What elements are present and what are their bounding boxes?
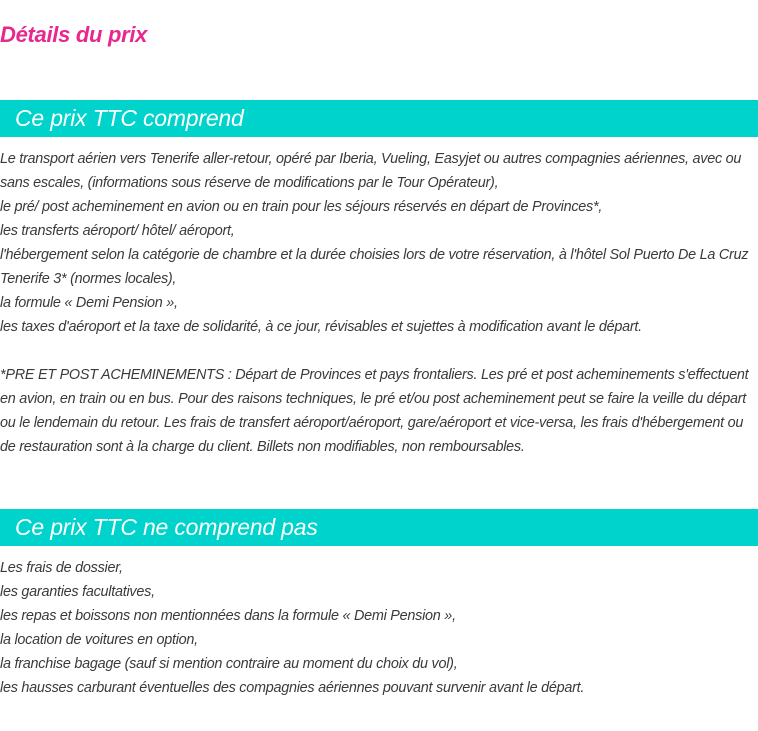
included-item: les taxes d'aéroport et la taxe de solidarité, à ce jour, révisables et sujettes à modification avant le départ. <box>0 319 642 335</box>
included-item: la formule « Demi Pension », <box>0 295 178 311</box>
included-section-header: Ce prix TTC comprend <box>0 100 758 137</box>
page-title: Détails du prix <box>0 22 148 47</box>
excluded-item: les repas et boissons non mentionnées dans la formule « Demi Pension », <box>0 608 456 624</box>
included-item: Le transport aérien vers Tenerife aller-retour, opéré par Iberia, Vueling, Easyjet ou autres compagnies aériennes, avec ou sans escales, (informations sous réserve de modifications par le Tour Opérateur), <box>0 151 742 191</box>
excluded-item: les garanties facultatives, <box>0 584 155 600</box>
excluded-list <box>0 556 758 700</box>
transfer-note-text: *PRE ET POST ACHEMINEMENTS : Départ de Provinces et pays frontaliers. Les pré et post acheminements s'effectuent en avion, en train ou en bus. Pour des raisons techniques, le pré et/ou post acheminement peut se faire la veille du départ ou le lendemain du retour. Les frais de transfert aéroport/aéroport, gare/aéroport et vice-versa, les frais d'hébergement ou de restauration sont à la charge du client. Billets non modifiables, non remboursables. <box>0 367 749 455</box>
included-item: les transferts aéroport/ hôtel/ aéroport, <box>0 223 235 239</box>
included-item: l'hébergement selon la catégorie de chambre et la durée choisies lors de votre réservation, à l'hôtel Sol Puerto De La Cruz Tenerife 3* (normes locales), <box>0 247 749 287</box>
transfer-note <box>0 363 758 459</box>
included-list <box>0 147 758 339</box>
excluded-item: la franchise bagage (sauf si mention contraire au moment du choix du vol), <box>0 656 458 672</box>
excluded-item: les hausses carburant éventuelles des compagnies aériennes pouvant survenir avant le départ. <box>0 680 585 696</box>
excluded-item: Les frais de dossier, <box>0 560 123 576</box>
excluded-item: la location de voitures en option, <box>0 632 198 648</box>
included-item: le pré/ post acheminement en avion ou en train pour les séjours réservés en départ de Provinces*, <box>0 199 603 215</box>
excluded-section-header: Ce prix TTC ne comprend pas <box>0 509 758 546</box>
